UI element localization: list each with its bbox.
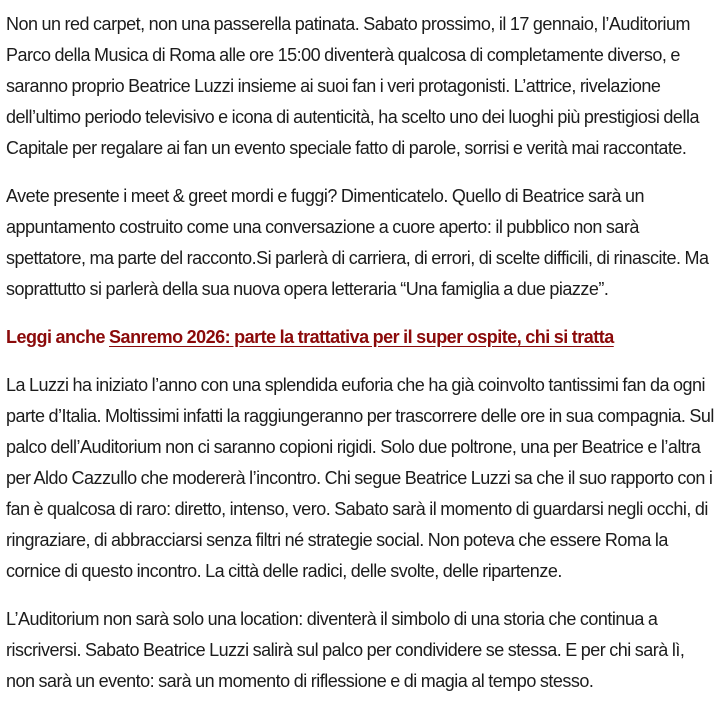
article-paragraph-2: Avete presente i meet & greet mordi e fuggi? Dimenticatelo. Quello di Beatrice sarà un appuntamento costruito come una conversazione a cuore aperto: il pubblico non sarà spettatore, ma parte del racconto.Si parlerà di carriera, di errori, di scelte difficili, di rinascite. Ma soprattutto si parlerà della sua nuova opera letteraria “Una famiglia a due piazze”. <box>6 186 709 299</box>
read-also <box>6 322 714 353</box>
read-also-label: Leggi anche <box>6 327 106 347</box>
article-paragraph-4: L’Auditorium non sarà solo una location: diventerà il simbolo di una storia che continua a riscriversi. Sabato Beatrice Luzzi salirà sul palco per condividere se stessa. E per chi sarà lì, non sarà un evento: sarà un momento di riflessione e di magia al tempo stesso. <box>6 609 685 691</box>
read-also-link[interactable]: Sanremo 2026: parte la trattativa per il super ospite, chi si tratta <box>109 327 614 347</box>
article-paragraph-3: La Luzzi ha iniziato l’anno con una splendida euforia che ha già coinvolto tantissimi fan da ogni parte d’Italia. Moltissimi infatti la raggiungeranno per trascorrere delle ore in sua compagnia. Sul palco dell’Auditorium non ci saranno copioni rigidi. Solo due poltrone, una per Beatrice e l’altra per Aldo Cazzullo che modererà l’incontro. Chi segue Beatrice Luzzi sa che il suo rapporto con i fan è qualcosa di raro: diretto, intenso, vero. Sabato sarà il momento di guardarsi negli occhi, di ringraziare, di abbracciarsi senza filtri né strategie social. Non poteva che essere Roma la cornice di questo incontro. La città delle radici, delle svolte, delle ripartenze. <box>6 375 714 581</box>
article-paragraph-1: Non un red carpet, non una passerella patinata. Sabato prossimo, il 17 gennaio, l’Auditorium Parco della Musica di Roma alle ore 15:00 diventerà qualcosa di completamente diverso, e saranno proprio Beatrice Luzzi insieme ai suoi fan i veri protagonisti. L’attrice, rivelazione dell’ultimo periodo televisivo e icona di autenticità, ha scelto uno dei luoghi più prestigiosi della Capitale per regalare ai fan un evento speciale fatto di parole, sorrisi e verità mai raccontate. <box>6 14 699 158</box>
